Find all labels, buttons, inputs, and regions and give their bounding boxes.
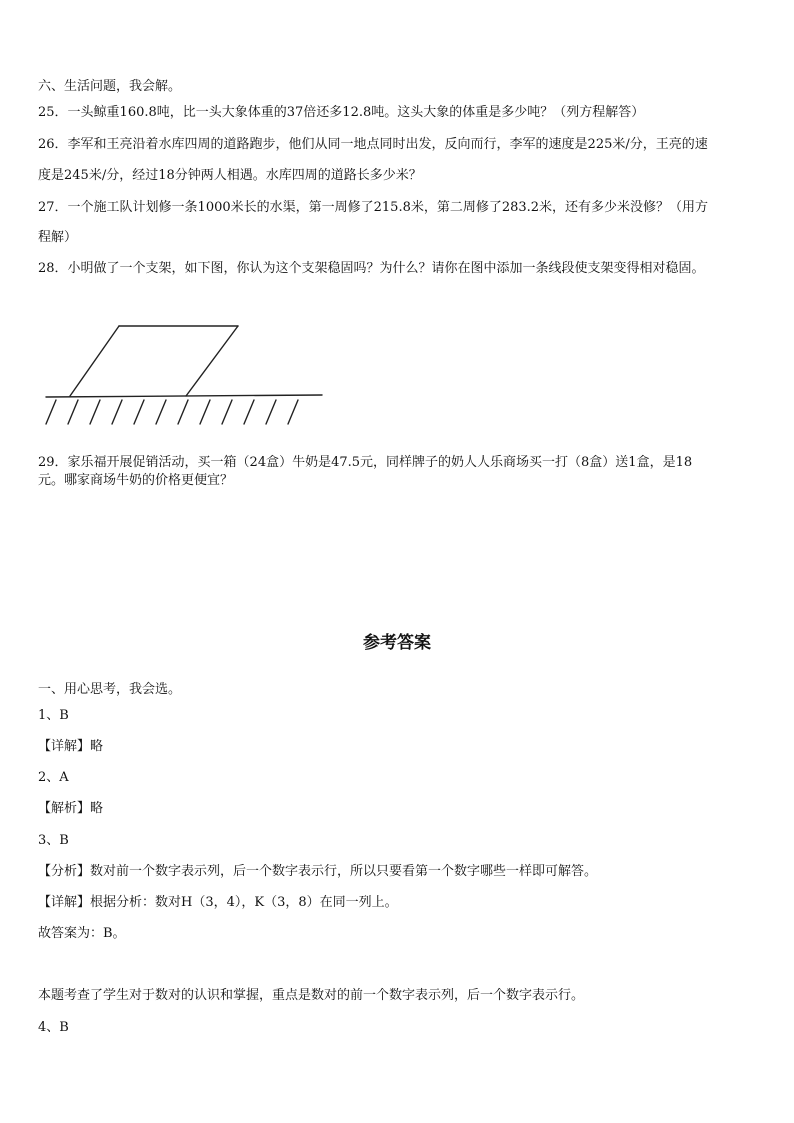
ground-line (46, 395, 322, 397)
answer-1: 1、B (38, 708, 69, 723)
question-27-line-1: 27．一个施工队计划修一条1000米长的水渠，第一周修了215.8米，第二周修了283.2米，还有多少米没修？（用方 (38, 200, 709, 215)
question-25: 25．一头鲸重160.8吨，比一头大象体重的37倍还多12.8吨。这头大象的体重是多少吨？（列方程解答） (38, 105, 645, 120)
section-6-heading: 六、生活问题，我会解。 (38, 79, 182, 94)
ground-hatching (46, 400, 298, 424)
question-26-line-1: 26．李军和王亮沿着水库四周的道路跑步，他们从同一地点同时出发，反向而行，李军的速度是225米/分，王亮的速 (38, 137, 708, 152)
answer-1-detail: 【详解】略 (38, 739, 104, 754)
answer-2-analysis: 【解析】略 (38, 801, 104, 816)
question-28: 28．小明做了一个支架，如下图，你认为这个支架稳固吗？为什么？请你在图中添加一条线段使支架变得相对稳固。 (38, 261, 705, 276)
answers-title: 参考答案 (363, 633, 431, 653)
question-26-line-2: 度是245米/分，经过18分钟两人相遇。水库四周的道路长多少米？ (38, 168, 422, 183)
answer-4: 4、B (38, 1020, 69, 1035)
answer-3: 3、B (38, 833, 69, 848)
answer-3-analysis: 【分析】数对前一个数字表示列，后一个数字表示行，所以只要看第一个数字哪些一样即可解答。 (38, 864, 598, 879)
support-frame-figure (38, 316, 328, 428)
question-29-line-1: 29．家乐福开展促销活动，买一箱（24盒）牛奶是47.5元，同样牌子的奶人人乐商场买一打（8盒）送1盒，是18 (38, 455, 693, 470)
frame-right-edge (186, 326, 238, 396)
frame-left-edge (70, 326, 119, 396)
answer-2: 2、A (38, 770, 69, 785)
question-29-line-2: 元。哪家商场牛奶的价格更便宜？ (38, 473, 234, 488)
question-27-line-2: 程解） (38, 230, 78, 245)
answer-3-note: 本题考查了学生对于数对的认识和掌握，重点是数对的前一个数字表示列，后一个数字表示行。 (38, 988, 585, 1003)
answer-3-conclusion: 故答案为：B。 (38, 926, 126, 941)
answer-3-detail: 【详解】根据分析：数对H（3，4），K（3，8）在同一列上。 (38, 895, 398, 910)
answers-section-1-heading: 一、用心思考，我会选。 (38, 682, 182, 697)
